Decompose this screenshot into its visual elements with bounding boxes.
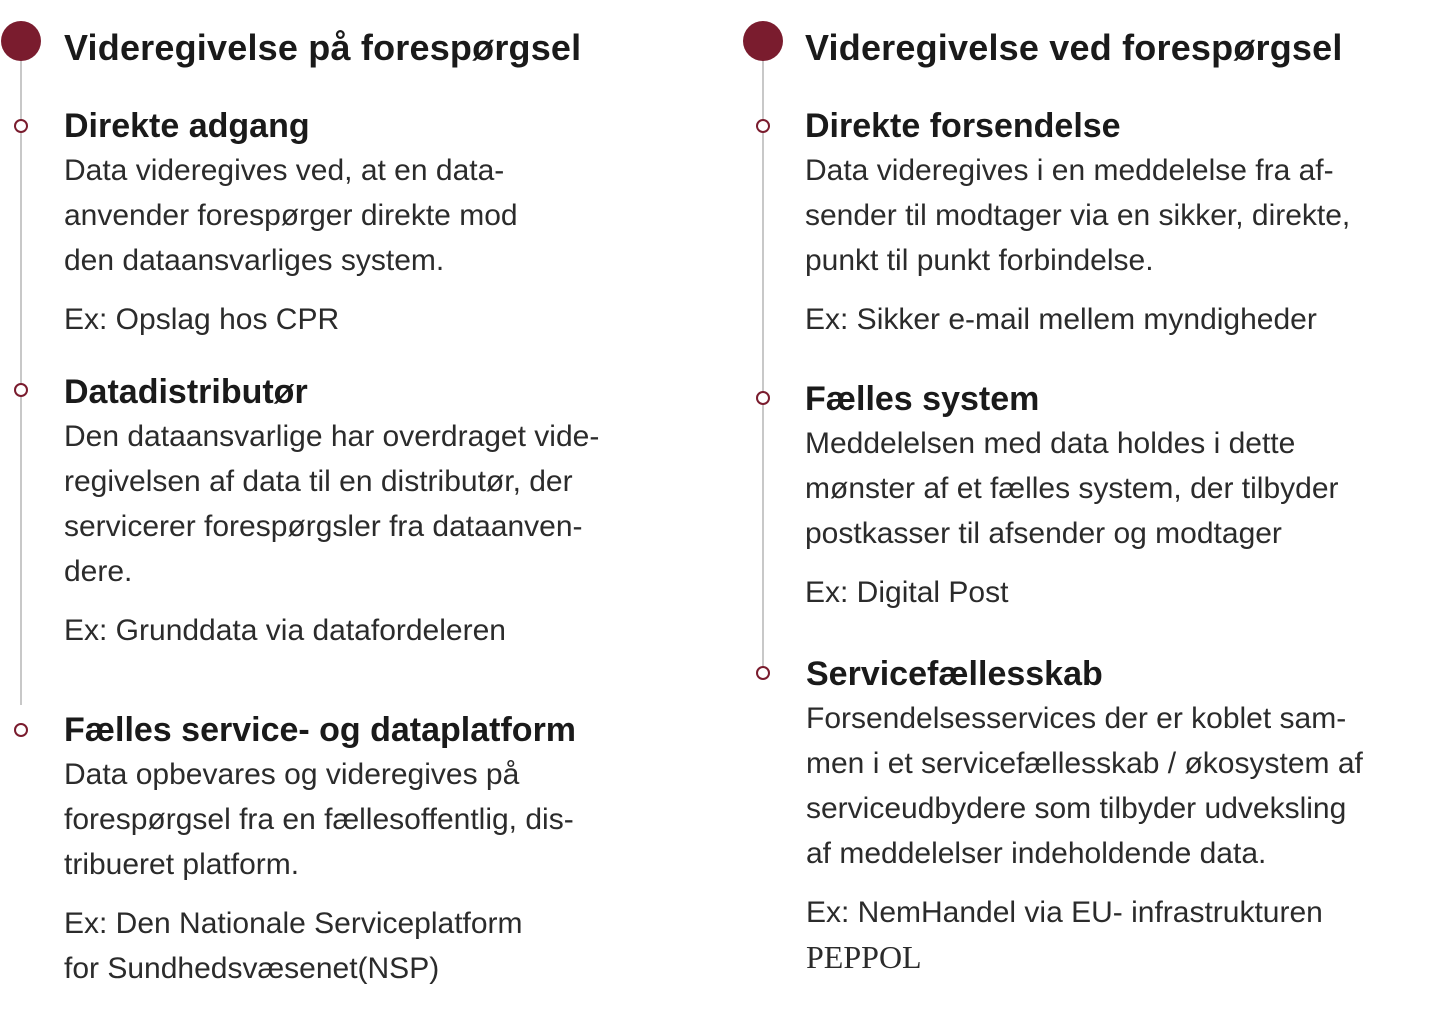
left-title: Videregivelse på forespørgsel	[64, 27, 582, 68]
right-item-2-dot	[756, 391, 770, 405]
left-timeline-line	[20, 40, 22, 705]
left-item-2-dot	[14, 383, 28, 397]
right-item-3	[806, 652, 1446, 981]
left-item-1-title: Direkte adgang	[64, 107, 310, 145]
left-item-3-dot	[14, 723, 28, 737]
right-item-3-example: Ex: NemHandel via EU- infrastrukturen PEPPOL	[806, 896, 1323, 975]
right-item-1-description: Data videregives i en meddelelse fra af- sender til modtager via en sikker, direkte, punkt til punkt forbindelse.	[805, 154, 1351, 277]
left-item-2-title: Datadistributør	[64, 373, 308, 411]
right-header-dot	[743, 21, 783, 61]
left-item-1-dot	[14, 119, 28, 133]
right-item-2-example: Ex: Digital Post	[805, 576, 1009, 609]
right-item-1-title: Direkte forsendelse	[805, 107, 1121, 145]
left-item-2-example: Ex: Grunddata via datafordeleren	[64, 614, 506, 647]
right-item-2-title: Fælles system	[805, 380, 1040, 418]
left-item-1-description: Data videregives ved, at en data- anvender forespørger direkte mod den dataansvarliges system.	[64, 154, 518, 277]
right-item-2-description: Meddelelsen med data holdes i dette mønster af et fælles system, der tilbyder postkasser til afsender og modtager	[805, 427, 1339, 550]
right-item-1	[805, 104, 1445, 342]
right-item-3-description: Forsendelsesservices der er koblet sam- men i et servicefællesskab / økosystem af serviceudbydere som tilbyder udveksling af meddelelser indeholdende data.	[806, 702, 1363, 870]
right-item-1-dot	[756, 119, 770, 133]
left-item-3	[64, 708, 704, 991]
left-item-3-example: Ex: Den Nationale Serviceplatform for Sundhedsvæsenet(NSP)	[64, 907, 523, 985]
right-item-3-dot	[756, 666, 770, 680]
right-item-1-example: Ex: Sikker e-mail mellem myndigheder	[805, 303, 1317, 336]
left-column	[0, 0, 700, 1020]
right-item-3-title: Servicefællesskab	[806, 655, 1103, 693]
right-title: Videregivelse ved forespørgsel	[805, 27, 1343, 68]
left-item-1-example: Ex: Opslag hos CPR	[64, 303, 340, 336]
right-column	[742, 0, 1442, 1020]
left-item-1	[64, 104, 704, 342]
left-item-2-description: Den dataansvarlige har overdraget vide- regivelsen af data til en distributør, der servicerer forespørgsler fra dataanven- dere.	[64, 420, 600, 588]
left-item-2	[64, 370, 704, 653]
right-timeline-line	[762, 40, 764, 670]
right-item-2	[805, 377, 1445, 615]
left-header-dot	[1, 21, 41, 61]
left-item-3-title: Fælles service- og dataplatform	[64, 711, 577, 749]
left-item-3-description: Data opbevares og videregives på forespørgsel fra en fællesoffentlig, dis- tribueret platform.	[64, 758, 574, 881]
